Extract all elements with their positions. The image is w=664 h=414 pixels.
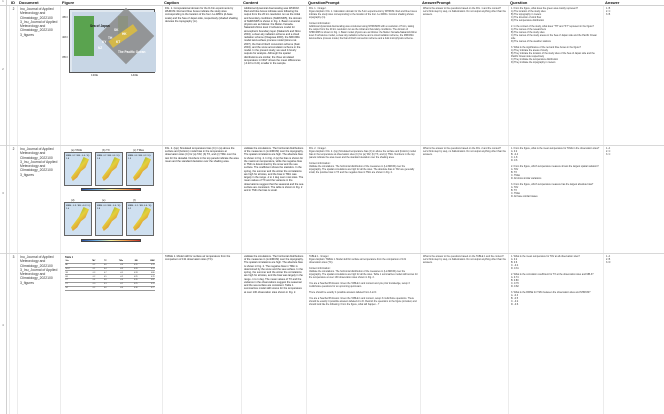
table-cell: 0.31 (124, 263, 138, 267)
header-content[interactable]: Content (243, 0, 259, 5)
header-answer-prompt[interactable]: AnswerPrompt (422, 0, 451, 5)
table-cell: 0.4 (82, 279, 96, 283)
row-number[interactable]: 1 (0, 0, 7, 6)
table-cell: HK (65, 275, 82, 279)
table-cell: 0.70 (138, 282, 155, 286)
cell-answer-prompt[interactable]: What is the answer to the questions based on the TABLE 1 and the context? Let's think step by step, no hallucination. Do not output anything other than the answers. (420, 254, 508, 414)
table-cell: 0.3 (96, 282, 107, 286)
lat-label-35n: 35N (62, 55, 68, 59)
table-cell: -0.4 (107, 263, 124, 267)
table-header-cell: MB (124, 260, 138, 263)
table-cell: 0.8 (96, 279, 107, 283)
panel-title: (f) (133, 198, 136, 202)
header-document[interactable]: Document (19, 0, 39, 5)
lon-label-130e: 130E (91, 73, 99, 77)
japan-shape (133, 207, 151, 231)
table-cell: 0.2 (82, 286, 96, 290)
table-cell: All (65, 263, 82, 267)
table-cell: 0.25 (124, 282, 138, 286)
table-cell: -0.1 (107, 282, 124, 286)
label-site-kt: KT (116, 40, 121, 44)
table-cell: KY (65, 282, 82, 286)
table-cell: 0.80 (138, 271, 155, 275)
table-cell: -0.4 (107, 286, 124, 290)
header-caption[interactable]: Caption (164, 0, 179, 5)
lon-label-140e: 140E (131, 73, 139, 77)
table-cell: 0.3 (82, 271, 96, 275)
bias-panel-b (95, 148, 123, 186)
japan-shape (71, 207, 89, 231)
table-row[interactable] (0, 146, 664, 254)
panel-stat: MBM: 0.0 / EB: -0.4 / IQ: 2.8 (97, 205, 121, 210)
table-cell: 0.78 (138, 263, 155, 267)
japan-shape (102, 207, 120, 231)
bias-panel-f (126, 198, 154, 236)
label-site-hk: HK (122, 32, 127, 36)
table-header-cell: TMin (107, 260, 124, 263)
japan-shape (133, 157, 151, 181)
table-cell: 0.2 (82, 275, 96, 279)
table-cell: 0.5 (96, 275, 107, 279)
table-cell: 0.4 (96, 267, 107, 271)
table-cell: 0.77 (138, 286, 155, 290)
table-cell: 0.33 (124, 271, 138, 275)
cell-caption[interactable]: FIG. 2. (top) Simulated temperature bias (C) in (a) above the surface and (bottom) model bias in the temperature at observation sites (C) for (a) TAV, (b) TX, and (c) TMin over the test for the decadal. Numbers in the top panels indicate the area mean and the standard deviation over the shading area. (162, 146, 241, 253)
cell-figure[interactable] (60, 6, 162, 145)
cell-question[interactable]: 1. From the figure, what does the green area mainly represent? A) The location of the study sites B) The topography in meters C) The direction of wind flow D) The temperature distribution 2. In the context of the study, what does "TH" and "KT" represent in the figure? A) The names of the researchers B) The names of the study sites C) The names of the study areas on the Sea of Japan side and the Pacific Ocean side D) The names of the weather stations 3. What is the significance of the red and blue boxes in the figure? A) They indicate the areas of study B) They indicate the location of the study sites of the Sea of Japan side and the Pacific Ocean side respectively C) They indicate the temperature distribution D) They indicate the topography in meters (508, 6, 603, 145)
table-cell: 0.74 (138, 267, 155, 271)
table-cell: KT (65, 279, 82, 283)
cell-question-prompt[interactable]: FIG. 1. <image> Figure Explain: FIG. 1. Calculation domain for the 5-km experiments by WHRCM. Red and blue boxes indicate the study sites corresponding to the location of the four J-e-WRFs. Contour shading shows topography (m). Content information: Additional dynamical downscaling was conducted using NHRCM05 with a resolution of 5 km, taking the output from the 20 km resolution run as the initial and boundary conditions. The domain of NHRCM05 is shown in Fig. 1. Basic model physics are as follows: the Meller-Yamada-Nakanishi-Niino level 3 turbulence model, a clear-sky radiation scheme and a cloud radiation scheme, the MRI/JMA land-surface process model, the Kain-Fritsch convection scheme and a bulk microphysics scheme. (306, 6, 420, 145)
panel-title: (d) (71, 198, 75, 202)
bias-panel-d (64, 198, 92, 236)
cell-content[interactable]: validate the simulations. The horizontal distributions of the measures in (LmNRCM) over the topography. The spatial correlations are high. The absolute bias is shown in Fig. 2. The negative bias in TMin is determined by the snow and the sea surface. In the spring, the summer and the winter the correlations are high for all sites, and the bias was largely in the range -1 to 1 deg. The mean values of TX and the variance in the observations suggest the seasonal and the sea surface are consistent. Table 1 summarizes model skill scores for the temperature at over 130 observation sites shown in Fig. 2. (241, 254, 306, 414)
skill-table (65, 260, 155, 291)
colorbar-top (81, 188, 141, 191)
row-number[interactable]: 4 (0, 254, 7, 414)
cell-figure[interactable] (60, 146, 162, 253)
table-cell: 0.29 (124, 275, 138, 279)
header-figure[interactable]: Figure (62, 0, 75, 5)
panel-title: (e) (102, 198, 106, 202)
cell-answer-prompt[interactable]: What is the answer to the questions based on the FIG. 1 and the context? Let's think step by step, no hallucination. Do not output anything other than the answers. (420, 6, 508, 145)
cell-answer[interactable]: 1. A 2. B 3. D (603, 254, 664, 414)
cell-figure[interactable] (60, 254, 162, 414)
bias-panel-a (64, 148, 92, 186)
table-row[interactable] (0, 254, 664, 414)
panel-title: (a) TAVE (71, 148, 83, 152)
japan-shape (102, 157, 120, 181)
table-cell: 0.6 (96, 286, 107, 290)
cell-document[interactable]: Inu_Journal of Applied Meteorology and Climatology_2022100 3_Inu_Journal of Applied Meteorology and Climatology_2022100 3_figures (17, 254, 60, 414)
lat-label-40n: 40N (62, 35, 68, 39)
table-data-row (65, 286, 155, 290)
panel-title: (c) TMax (133, 148, 144, 152)
table-cell: 0.35 (124, 279, 138, 283)
cell-answer[interactable]: 1. B 2. C 3. B (603, 6, 664, 145)
table-header-cell: MBM (138, 260, 155, 263)
label-site-nz: NZ (98, 46, 103, 50)
row-number[interactable]: 2 (0, 6, 7, 146)
table-cell: NIGT (65, 267, 82, 271)
cell-document[interactable]: Inu_Journal of Applied Meteorology and Climatology_2022100 3_Inu_Journal of Applied Meteorology and Climatology_2022100 3_figures (17, 6, 60, 145)
cell-answer[interactable]: 1. A 2. C 3. C (603, 146, 664, 253)
panel-stat: MBM: 0.6 / EB: 0.3 / IQ: 1.3 (128, 155, 152, 160)
panel-stat: MBM: -0.3 / EB: -0.6 / IQ: 1.4 (66, 205, 91, 210)
table-title: Table 1 (65, 256, 74, 259)
table-cell: SK (65, 271, 82, 275)
colorbar-bottom (81, 239, 141, 242)
label-site-ky: KY (102, 40, 107, 44)
table-header-cell: TX (96, 260, 107, 263)
cell-answer-prompt[interactable]: What is the answer to the questions based on the FIG. 2 and the context? Let's think step by step, no hallucination. Do not output anything other than the answers. (420, 146, 508, 253)
cell-caption[interactable]: FIG. 1. Computational domain for the D-Kin experiments by WHRCM. Red and blue boxes indicate the study sites corresponding to the location of the four J-e-WRFs (d-base scale) and the Sea of Japan side, respectively (shaded shading denotes the topography (m). (162, 6, 241, 145)
header-id[interactable]: ID (11, 0, 15, 5)
label-sea-of-japan: Sea of Japan (90, 24, 110, 28)
table-cell: 0.0 (82, 282, 96, 286)
label-pacific: The Pacific Ocean (118, 50, 146, 54)
table-cell: 0.82 (138, 279, 155, 283)
table-cell: 0.30 (124, 286, 138, 290)
row-number[interactable]: 3 (0, 146, 7, 254)
domain-map (69, 9, 155, 73)
map-land-continent (74, 16, 94, 56)
cell-question[interactable]: 1. From the figure, what is the mean temperature for TAVE in the observation sites? A. 0.2 B. -0.4 C. 1.8 D. 0.6 2. From the figure, which temperature measure shows the largest spatial variation? A. TAV B. TX C. TMax D. All show similar variations 3. From the figure, which temperature measure has the largest absolute bias? A. TAV B. TX C. TMax D. All have similar biases (508, 146, 603, 253)
table-cell: -0.6 (107, 279, 124, 283)
table-cell: -0.3 (107, 267, 124, 271)
cell-question-prompt[interactable]: TABLE 1. <image> Figure Explain: TABLE 1. Model skill for surface air temperature from the comparison of 131 observation sites (TC). Content information: Validate the simulations. The horizontal distribution of the measures in (LmNRCM) over the topography. The spatial correlations are high for all the sites. Table 1 summarizes model skill scores for the temperature at over 130 observation sites shown in Fig. 2. You are a Teacher/Professor. Given the TABLE 1 and content and you prior knowledge, setup 3 multichoice questions for an upcoming quiz/exam. There should be exactly 4 possible answers labeled from A to D. You are a Teacher/Professor. Given the TABLE 1 and content, setup 3 multichoice questions. There should be exactly 4 possible answers labeled A to D. Restrict the questions to the figure provided, and should look like the following: From the figure, what will happen...? (306, 254, 420, 414)
label-site-sk: SK (114, 28, 119, 32)
panel-stat: MBM: -0.1 / EB: 0.6 / IQ: 0.2 (128, 205, 152, 210)
table-cell: 0.1 (82, 267, 96, 271)
table-cell: 0.2 (82, 263, 96, 267)
panel-stat: MBM: 0.2 / EB: 0.6 / IQ: 1.8 (97, 155, 121, 160)
cell-document[interactable]: Inu_Journal of Applied Meteorology and Climatology_2022100 3_Inu_Journal of Applied Meteorology and Climatology_2022100 3_figures (17, 146, 60, 253)
cell-question-prompt[interactable]: FIG. 2. <image> Figure Explain: FIG. 2. (top) Simulated temperature bias (C) in above the surface and (bottom) model bias in the temperature at observation sites (C) for (a) TAV, (b) TX, and (c) TMin. Numbers in the top panels indicate the area mean and the standard deviation over the shading area. Content information: Validate the simulations. The horizontal distribution of the measures in (LmNRCM) over the topography. The spatial correlations are high for all the sites. The absolute bias in TAV are generally small, the positive bias in TX and the negative bias in TMin are shown in Fig. 2. (306, 146, 420, 253)
cell-content[interactable]: Additional dynamical downscaling was WhRCM. Red and blue boxes indicate were following the output from the 20 km resolution run as the initial and boundary conditions (NHRCM05), the domain of NHRCM05 is shown in Fig. 1. Basic numerical physics are as follows: the Meller-Yamada-Nakanishi-Niino level 3 turbulence model for atmospheric boundary layer (Nakanishi and Niino 2004), a clear-sky radiation scheme and a cloud radiation scheme (Kitagawa 2000), the MRI/JMA model land-surface process model (Hirai et al. 2007), the Kain-Fritsch convection scheme (Kain 2004), and the snow accumulation scheme in the model. In the present study, we used 3-hourly outputs for analysis. Although the spatial distributions are similar, the three simulated temperature in NIGT shows the mean differences (-0.22 to 0.21) smaller in the sample. (241, 6, 306, 145)
cell-caption[interactable]: TABLE 1. Model skill for surface air temperature from the comparison of 131 observation sites (TC). (162, 254, 241, 414)
lat-label-45n: 45N (62, 15, 68, 19)
japan-shape (71, 157, 89, 181)
table-cell: -0.5 (107, 271, 124, 275)
header-question-prompt[interactable]: QuestionPrompt (308, 0, 340, 5)
header-question[interactable]: Question (510, 0, 528, 5)
cell-id[interactable]: 2 (9, 6, 17, 145)
table-header-cell: TAV (82, 260, 96, 263)
bias-panel-e (95, 198, 123, 236)
table-cell: -0.2 (107, 275, 124, 279)
table-cell: 0.7 (96, 271, 107, 275)
panel-title: (b) TX (102, 148, 110, 152)
cell-id[interactable]: 2 (9, 146, 17, 253)
header-answer[interactable]: Answer (605, 0, 620, 5)
table-cell: 0.6 (96, 263, 107, 267)
cell-question[interactable]: 1. What is the mean temperature for TAV at all observation sites? A. 0.2 B. 0.6 C. -0.4 D. 0.31 2. What is the correlation coefficient for TX at the observation sites and MB-3? A. 0.74 B. 0.80 C. 0.76 D. 0.82 3. What is the RMSE for TMin between the observation sites and NHRCM? A. -0.3 B. -0.5 C. -0.2 D. -0.6 (508, 254, 603, 414)
table-cell: 0.76 (138, 275, 155, 279)
table-header-cell: Site (65, 260, 82, 263)
table-cell: NZ (65, 286, 82, 290)
cell-id[interactable]: 3 (9, 254, 17, 414)
cell-content[interactable]: validate the simulations. The horizontal distributions of the measures in (LmNRCM) over the topography. The spatial correlations are high. The absolute bias is shown in Fig. 2. In Fig. 2 (a) the bias is shown for the maximum temperature, while the negative bias in TMin is determined by the snow and the sea surface. The coefficient shows the statistics. In the spring, the summer and the winter the correlations are high for all sites, and the bias in TMin was largely in the range -1 to 1 deg over most sites. The mean values of TX and the variance in the observations suggest that the seasonal and the sea surface are consistent. The table is shown in Fig. 2 and in TMin the bias is small. (241, 146, 306, 253)
bias-panel-c (126, 148, 154, 186)
label-site-th: TH (108, 36, 113, 40)
table-cell: 0.28 (124, 267, 138, 271)
table-row[interactable] (0, 6, 664, 146)
panel-stat: MBM: 0.2 / EB: -0.4 / IQ: 1.8 (66, 155, 90, 160)
